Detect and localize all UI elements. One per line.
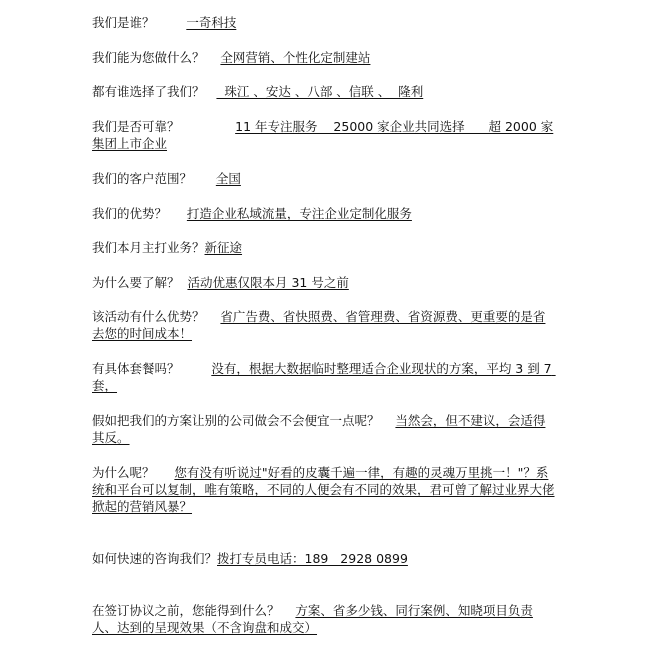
answer: 省广告费、省快照费、省管理费、省资源费、更重要的是省去您的时间成本！	[92, 309, 546, 341]
answer: 没有，根据大数据临时整理适合企业现状的方案，平均 3 到 7 套，	[92, 361, 556, 393]
qa-item-why	[92, 464, 556, 515]
question: 我们能为您做什么？	[92, 50, 205, 65]
answer: 11 年专注服务 25000 家企业共同选择 超 2000 家集团上市企业	[92, 119, 554, 151]
question: 我们是否可靠？	[92, 119, 180, 134]
answer: 全网营销、个性化定制建站	[220, 50, 371, 65]
answer: 打造企业私域流量，专注企业定制化服务	[186, 206, 412, 221]
qa-item-cheaper	[92, 412, 556, 446]
qa-item-range	[92, 170, 556, 187]
question: 为什么呢？	[92, 465, 155, 480]
qa-item-clients	[92, 83, 556, 100]
question: 我们的优势？	[92, 206, 168, 221]
qa-item-advantage	[92, 205, 556, 222]
question: 该活动有什么优势？	[92, 309, 205, 324]
qa-item-business	[92, 239, 556, 256]
qa-item-what	[92, 49, 556, 66]
question: 在签订协议之前，您能得到什么？	[92, 603, 280, 618]
question: 都有谁选择了我们？	[92, 84, 205, 99]
question: 我们的客户范围？	[92, 171, 193, 186]
qa-item-before-signing	[92, 602, 556, 636]
question: 有具体套餐吗？	[92, 361, 180, 376]
answer: 一奇科技	[186, 15, 237, 30]
qa-item-why-learn	[92, 274, 556, 291]
answer: 您有没有听说过"好看的皮囊千遍一律，有趣的灵魂万里挑一！"？系统和平台可以复制，唯有策略，不同的人便会有不同的效果，君可曾了解过业界大佬掀起的营销风暴？	[92, 465, 555, 514]
answer: 珠江 、安达 、八部 、信联 、 隆利	[216, 84, 424, 99]
answer: 活动优惠仅限本月 31 号之前	[187, 275, 349, 290]
answer: 当然会，但不建议，会适得其反。	[92, 413, 546, 445]
qa-item-contact	[92, 550, 556, 567]
answer: 方案、省多少钱、同行案例、知晓项目负责人、达到的呈现效果（不含询盘和成交）	[92, 603, 533, 635]
answer: 拨打专员电话：189 2928 0899	[217, 551, 408, 566]
question: 为什么要了解？	[92, 275, 180, 290]
question: 如何快速的咨询我们？	[92, 551, 218, 566]
qa-item-packages	[92, 360, 556, 394]
qa-item-who	[92, 14, 556, 31]
question: 我们是谁？	[92, 15, 155, 30]
answer: 新征途	[204, 240, 243, 255]
qa-item-reliable	[92, 118, 556, 152]
question: 我们本月主打业务？	[92, 240, 205, 255]
qa-item-benefits	[92, 308, 556, 342]
answer: 全国	[215, 171, 241, 186]
question: 假如把我们的方案让别的公司做会不会便宜一点呢？	[92, 413, 380, 428]
